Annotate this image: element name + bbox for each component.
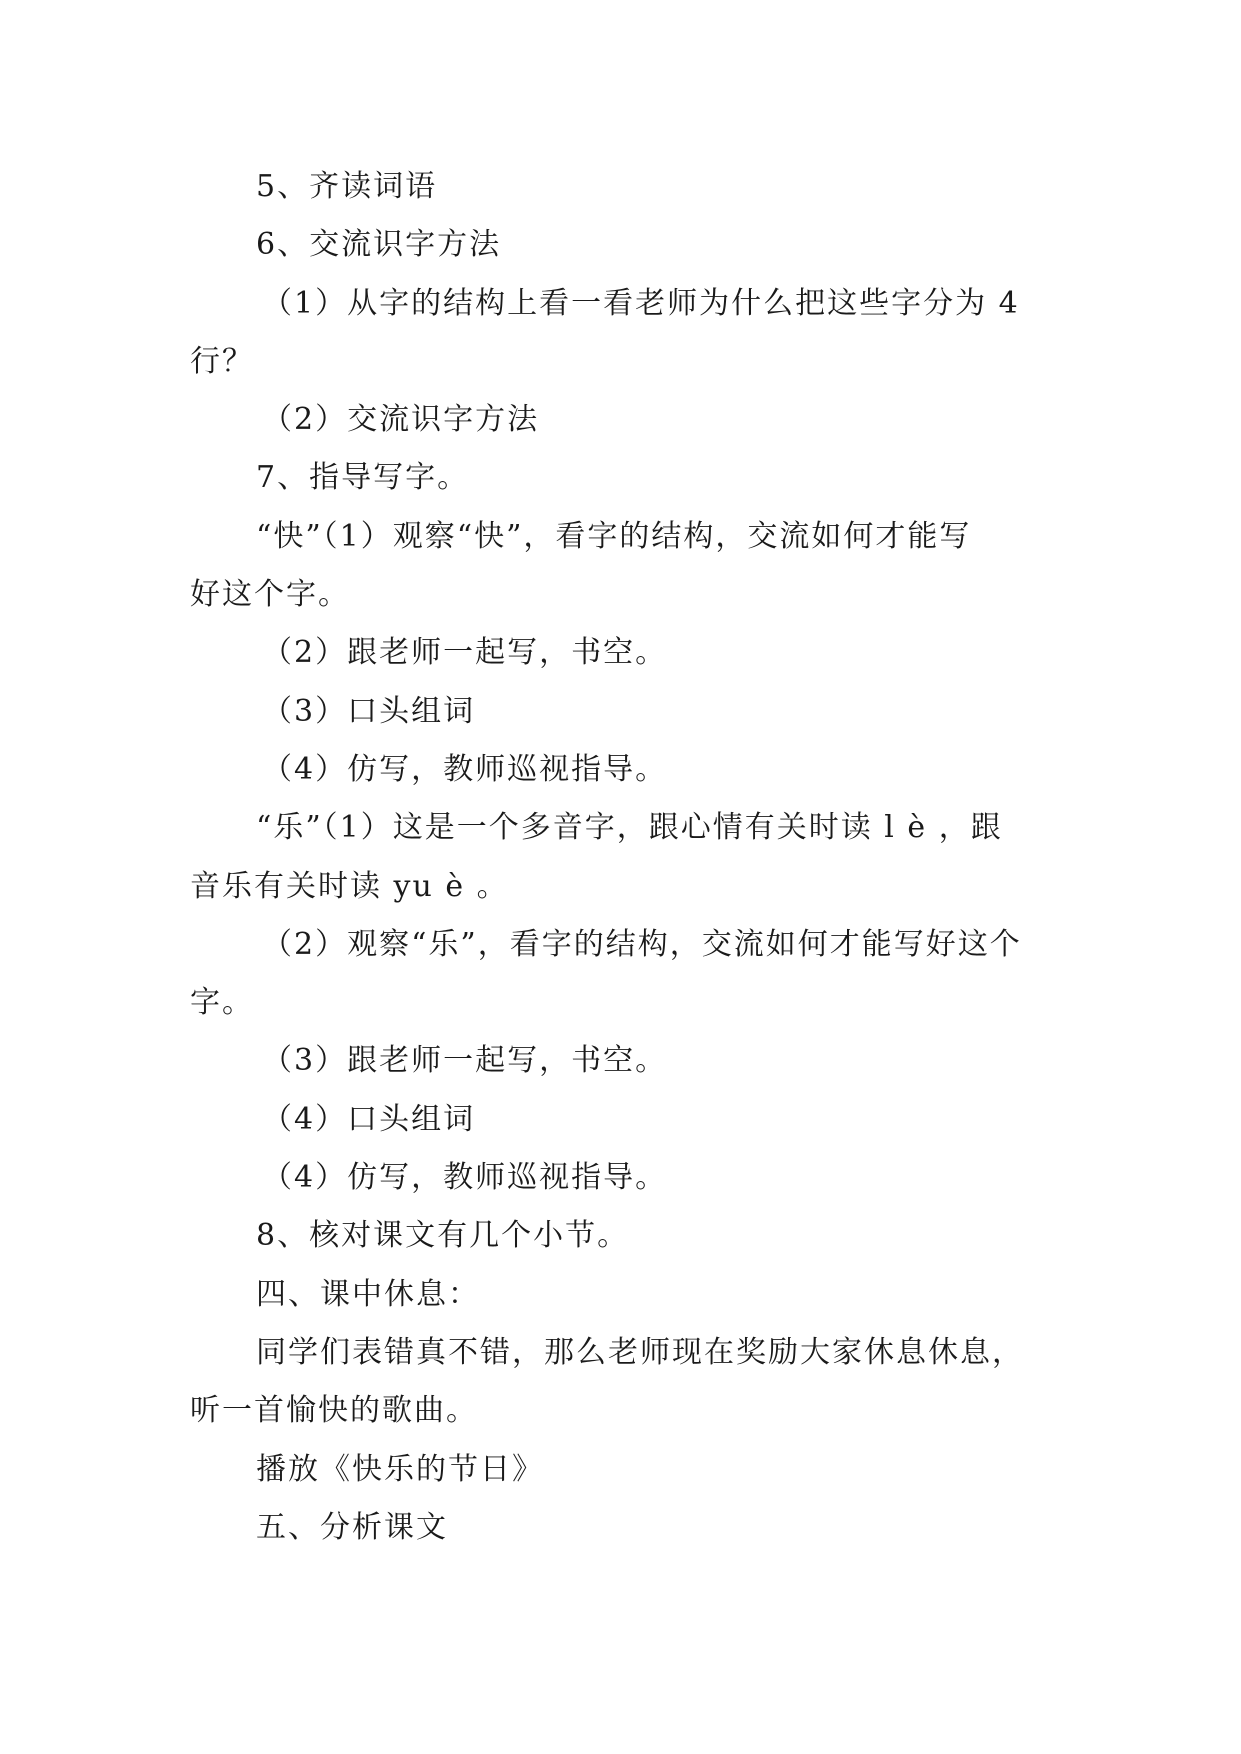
text-line: （1）从字的结构上看一看老师为什么把这些字分为 4 — [262, 285, 1020, 321]
text-line: （4）仿写，教师巡视指导。 — [262, 751, 668, 787]
text-line: “快”（1）观察“快”，看字的结构，交流如何才能写 — [256, 518, 972, 554]
text-line: 音乐有关时读 yu è 。 — [190, 868, 509, 904]
text-line: （3）口头组词 — [262, 693, 476, 729]
text-line: 同学们表错真不错，那么老师现在奖励大家休息休息， — [256, 1334, 1024, 1370]
text-line: （4）口头组词 — [262, 1101, 476, 1137]
text-line: （2）观察“乐”，看字的结构，交流如何才能写好这个 — [262, 926, 1022, 962]
text-line: 6、交流识字方法 — [256, 227, 502, 263]
text-line: 好这个字。 — [190, 577, 350, 613]
text-line: 7、指导写字。 — [256, 460, 470, 496]
document-body — [190, 158, 1052, 1557]
text-line: （2）交流识字方法 — [262, 402, 540, 438]
text-line: （2）跟老师一起写，书空。 — [262, 635, 668, 671]
text-line: 五、分析课文 — [256, 1509, 448, 1545]
text-line: （3）跟老师一起写，书空。 — [262, 1043, 668, 1079]
text-line: （4）仿写，教师巡视指导。 — [262, 1160, 668, 1196]
text-line: 听一首愉快的歌曲。 — [190, 1393, 478, 1429]
text-line: 5、齐读词语 — [256, 169, 438, 204]
text-line: “乐”（1）这是一个多音字，跟心情有关时读 l è ，跟 — [256, 810, 1003, 846]
text-line: 字。 — [190, 985, 254, 1021]
text-line: 播放《快乐的节日》 — [256, 1451, 544, 1487]
text-line: 8、核对课文有几个小节。 — [256, 1218, 630, 1254]
text-line: 四、课中休息： — [256, 1276, 480, 1312]
text-line: 行？ — [190, 343, 254, 379]
